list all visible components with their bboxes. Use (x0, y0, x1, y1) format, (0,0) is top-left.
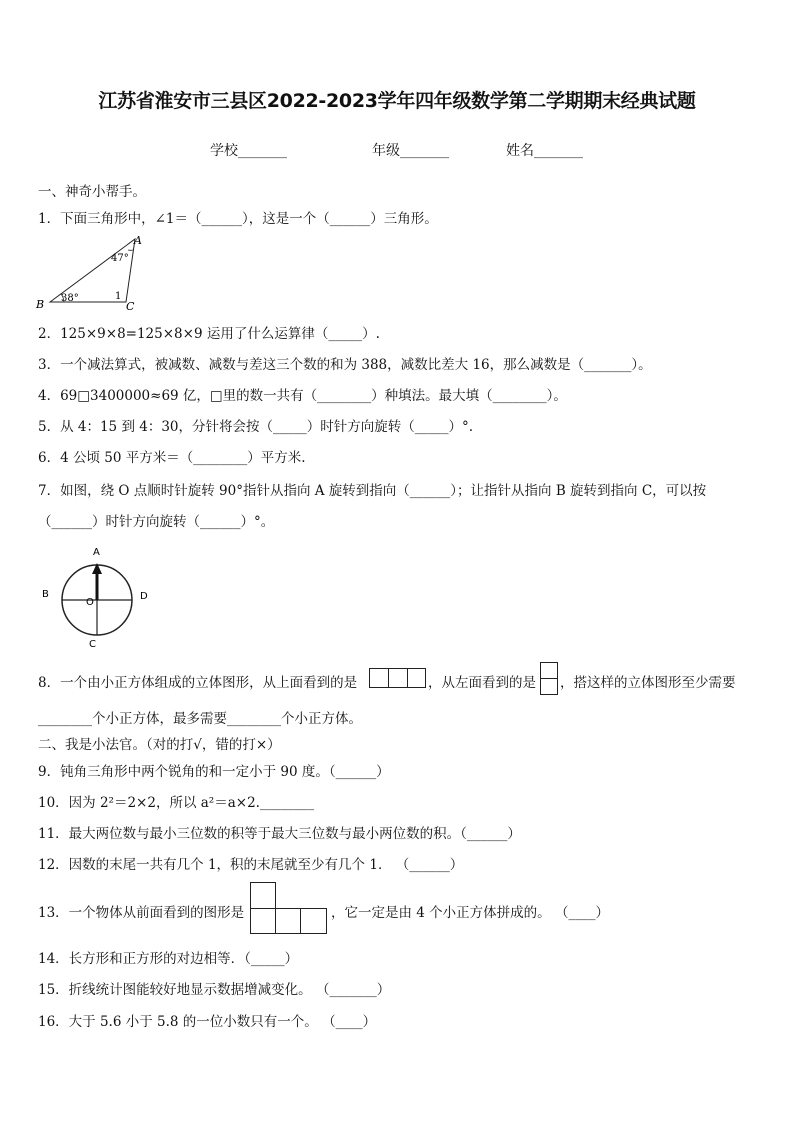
question-16: 16．大于 5.6 小于 5.8 的一位小数只有一个。 （____） (38, 1014, 377, 1030)
question-8-part-3: ，搭这样的立体图形至少需要 (560, 675, 736, 691)
question-7-line-1: 7．如图，绕 O 点顺时针旋转 90°指针从指向 A 旋转到指向（______）；让指针从指向 B 旋转到指向 C，可以按 (38, 483, 707, 499)
question-8-part-2: ，从左面看到的是 (428, 675, 536, 691)
circle-center-o: O (86, 597, 94, 608)
name-blank: _______ (534, 143, 583, 159)
question-14: 14．长方形和正方形的对边相等．（_____） (38, 951, 299, 967)
grade-field (372, 140, 449, 160)
page-title: 江苏省淮安市三县区2022-2023学年四年级数学第二学期期末经典试题 (98, 90, 696, 112)
circle-point-d: D (140, 591, 148, 602)
section-2-heading: 二、我是小法官。（对的打√，错的打×） (38, 737, 281, 753)
question-10: 10．因为 2²＝2×2，所以 a²＝a×2.________ (38, 795, 314, 811)
triangle-vertex-c: C (126, 300, 135, 312)
question-1: 1．下面三角形中，∠1＝（______），这是一个（______）三角形。 (38, 211, 438, 227)
question-7-line-2: （______）时针方向旋转（______）°。 (38, 514, 275, 530)
q8-text-1: 个小正方体，最多需要 (92, 711, 227, 727)
question-4: 4．69□3400000≈69 亿，□里的数一共有（________）种填法。最大填（________）。 (38, 388, 567, 404)
section-1-heading: 一、神奇小帮手。 (38, 184, 146, 200)
triangle-vertex-a: A (134, 234, 142, 247)
triangle-angle-b-label: 38° (61, 293, 79, 304)
q8-min-blank: ________ (38, 711, 92, 727)
question-6: 6．4 公顷 50 平方米＝（________）平方米. (38, 450, 306, 466)
name-field (506, 140, 583, 160)
question-8-part-1: 8．一个由小正方体组成的立体图形，从上面看到的是 (38, 675, 358, 691)
circle-point-a: A (93, 547, 100, 558)
question-11: 11．最大两位数与最小三位数的积等于最大三位数与最小两位数的积。（______） (38, 826, 521, 842)
question-3: 3．一个减法算式，被减数、减数与差这三个数的和为 388，减数比差大 16，那么减数是（_______）。 (38, 357, 652, 373)
triangle-figure (32, 230, 152, 312)
question-5: 5．从 4：15 到 4：30，分针将会按（_____）时针方向旋转（_____）°. (38, 419, 474, 435)
q8-max-blank: ________ (227, 711, 281, 727)
circle-point-c: C (89, 639, 96, 650)
school-field (210, 140, 287, 160)
triangle-vertex-b: B (36, 298, 45, 311)
left-view-shape (540, 662, 558, 695)
school-label: 学校 (210, 143, 238, 159)
question-9: 9．钝角三角形中两个锐角的和一定小于 90 度。（______） (38, 764, 390, 780)
front-view-shape (250, 882, 327, 934)
question-8-line-2 (38, 707, 362, 727)
question-15: 15．折线统计图能较好地显示数据增减变化。 （_______） (38, 982, 391, 998)
grade-label: 年级 (372, 143, 400, 159)
top-view-shape (369, 668, 426, 688)
rotation-circle-figure (38, 543, 158, 653)
question-13-part-2: ，它一定是由 4 个小正方体拼成的。 （____） (331, 905, 609, 921)
school-blank: _______ (238, 143, 287, 159)
question-13-part-1: 13．一个物体从前面看到的图形是 (38, 905, 245, 921)
triangle-angle-1-label: 1 (115, 291, 122, 302)
triangle-angle-a-label: 47° (111, 253, 129, 264)
grade-blank: _______ (400, 143, 449, 159)
question-2: 2．125×9×8=125×8×9 运用了什么运算律（_____）. (38, 326, 380, 342)
circle-point-b: B (42, 589, 49, 600)
q8-text-2: 个小正方体。 (281, 711, 362, 727)
question-12: 12．因数的末尾一共有几个 1，积的末尾就至少有几个 1． （______） (38, 857, 464, 873)
name-label: 姓名 (506, 143, 534, 159)
